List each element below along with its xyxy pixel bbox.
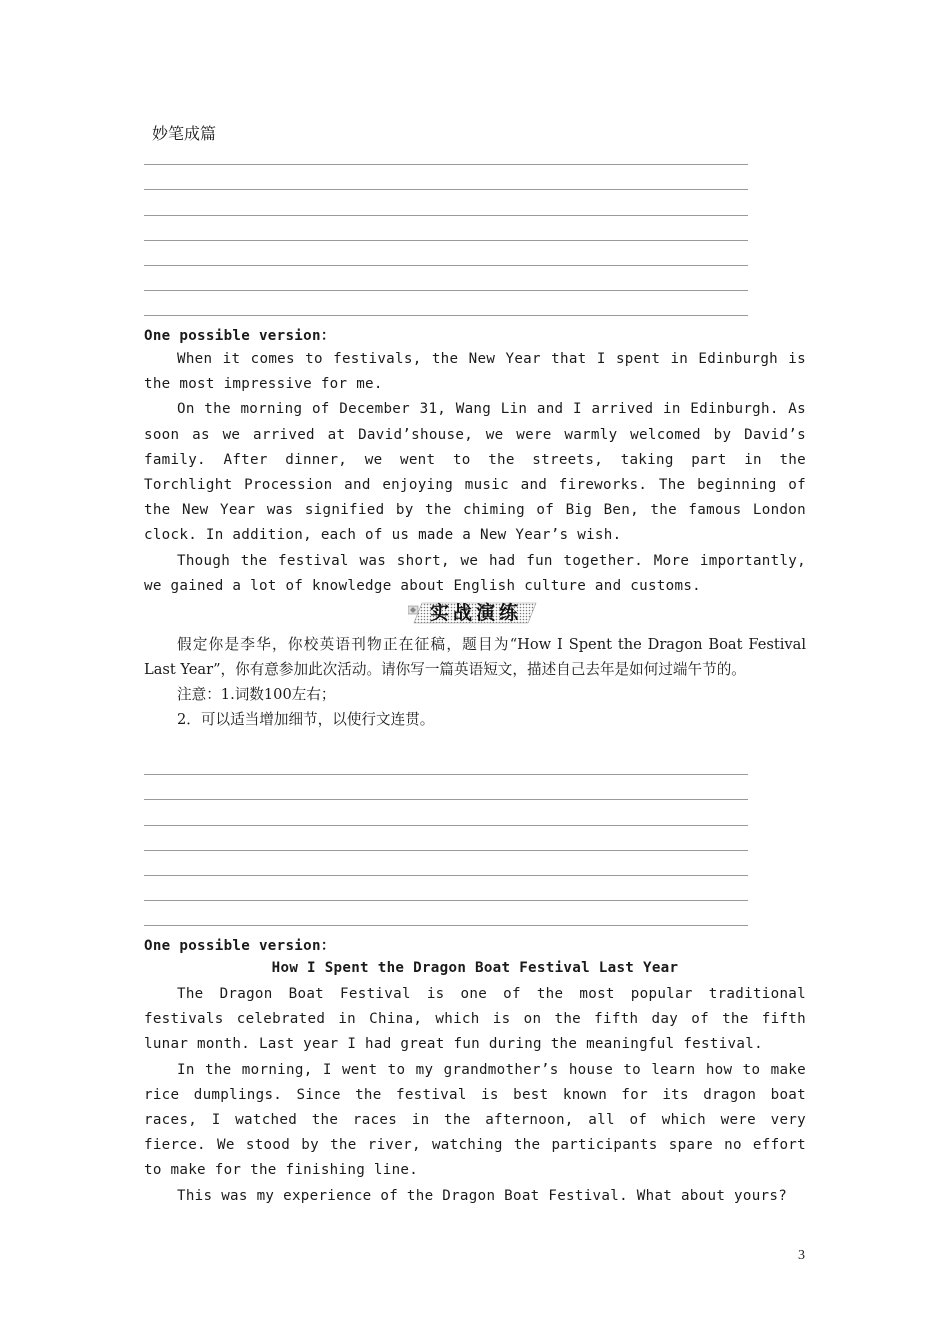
essay1-paragraph-2: On the morning of December 31, Wang Lin and I arrived in Edinburgh. As soon as we arrived at David’shouse, we were warmly welcomed by David’s family. After dinner, we went to the streets, taking part in the Torchlight Procession and enjoying music and fireworks. The beginning of the New Year was signified by the chiming of Big Ben, the famous London clock. In addition, each of us made a New Year’s wish. [144,401,806,544]
essay2-title: How I Spent the Dragon Boat Festival Last Year [271,960,679,976]
answer-label-2: One possible version： [144,938,336,954]
essay1-paragraph-3: Though the festival was short, we had fun together. More importantly, we gained a lot of knowledge about English culture and customs. [144,552,806,594]
writing-line [144,826,748,851]
writing-line [144,216,748,241]
writing-line [144,800,748,825]
task-note-2: 2．可以适当增加细节，以使行文连贯。 [177,711,435,728]
banner-label: 实战演练 [429,602,522,624]
writing-lines-2 [144,750,748,926]
answer-label-1: One possible version： [144,328,336,344]
task-prompt: 假定你是李华，你校英语刊物正在征稿，题目为“How I Spent the Dragon Boat Festival Last Year”，你有意参加此次活动。请你写一篇英语短文，描述自己去年是如何过端午节的。 [144,636,806,678]
writing-line [144,241,748,266]
writing-line [144,876,748,901]
essay1-paragraph-1: When it comes to festivals, the New Year that I spent in Edinburgh is the most impressive for me. [144,351,806,393]
essay2-paragraph-1: The Dragon Boat Festival is one of the most popular traditional festivals celebrated in China, which is on the fifth day of the fifth lunar month. Last year I had great fun during the meaningful festival. [144,986,806,1053]
task-note-1: 注意：1.词数100左右； [177,686,336,703]
writing-line [144,750,748,775]
practice-banner [408,600,544,626]
section-heading: 妙笔成篇 [152,124,217,143]
writing-line [144,190,748,215]
writing-line [144,266,748,291]
writing-line [144,165,748,190]
writing-line [144,140,748,165]
writing-line [144,291,748,316]
page-number: 3 [798,1248,805,1263]
writing-line [144,775,748,800]
sample-essay-1 [144,347,806,599]
writing-lines-1 [144,140,748,316]
writing-task [144,632,806,732]
writing-line [144,851,748,876]
essay2-paragraph-3: This was my experience of the Dragon Boat Festival. What about yours? [177,1187,788,1204]
essay2-paragraph-2: In the morning, I went to my grandmother’s house to learn how to make rice dumplings. Since the festival is best known for its dragon boat races, I watched the races in the afternoon, all of which were very fierce. We stood by the river, watching the participants spare no effort to make for the finishing line. [144,1061,806,1179]
writing-line [144,901,748,926]
sample-essay-2 [144,982,806,1209]
